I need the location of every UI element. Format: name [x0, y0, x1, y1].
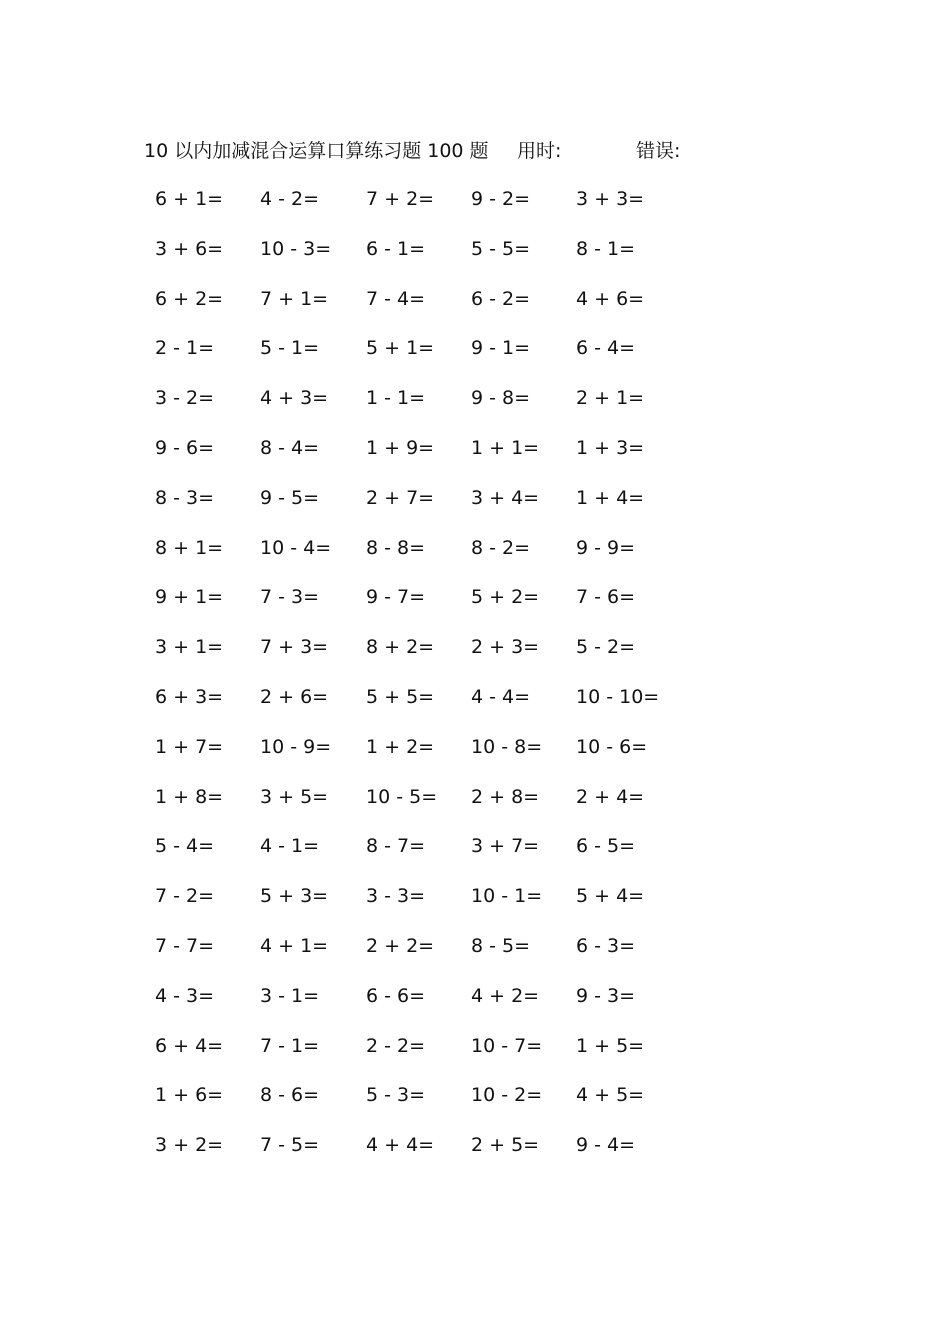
arithmetic-problem: 9 - 3= [576, 984, 636, 1007]
problem-row [0, 782, 950, 812]
arithmetic-problem: 10 - 5= [366, 785, 438, 808]
arithmetic-problem: 3 + 5= [260, 785, 329, 808]
arithmetic-problem: 9 - 1= [471, 337, 531, 360]
problem-row [0, 333, 950, 363]
error-count-label: 错误: [636, 140, 681, 162]
arithmetic-problem: 6 - 2= [471, 287, 531, 310]
arithmetic-problem: 5 + 1= [366, 337, 435, 360]
arithmetic-problem: 2 + 5= [471, 1134, 540, 1157]
arithmetic-problem: 9 - 9= [576, 536, 636, 559]
arithmetic-problem: 1 + 6= [155, 1084, 224, 1107]
arithmetic-problem: 6 + 1= [155, 188, 224, 210]
arithmetic-problem: 6 - 1= [366, 237, 426, 260]
arithmetic-problem: 7 - 6= [576, 586, 636, 609]
arithmetic-problem: 7 - 5= [260, 1134, 320, 1157]
arithmetic-problem: 10 - 7= [471, 1034, 543, 1057]
problem-row [0, 1031, 950, 1061]
arithmetic-problem: 5 + 2= [471, 586, 540, 609]
arithmetic-problem: 7 + 3= [260, 636, 329, 659]
arithmetic-problem: 9 - 8= [471, 387, 531, 410]
problem-row [0, 1130, 950, 1160]
arithmetic-problem: 6 + 4= [155, 1034, 224, 1057]
arithmetic-problem: 5 + 4= [576, 885, 645, 908]
problem-row [0, 981, 950, 1011]
arithmetic-problem: 5 - 3= [366, 1084, 426, 1107]
arithmetic-problem: 6 - 5= [576, 835, 636, 858]
arithmetic-problem: 3 + 6= [155, 237, 224, 260]
arithmetic-problem: 1 + 7= [155, 735, 224, 758]
arithmetic-problem: 8 - 5= [471, 935, 531, 957]
arithmetic-problem: 8 + 2= [366, 636, 435, 659]
arithmetic-problem: 1 + 5= [576, 1034, 645, 1057]
arithmetic-problem: 9 - 6= [155, 437, 215, 459]
problem-row [0, 533, 950, 563]
arithmetic-problem: 10 - 6= [576, 735, 648, 758]
arithmetic-problem: 5 - 2= [576, 636, 636, 659]
arithmetic-problem: 7 - 2= [155, 885, 215, 908]
arithmetic-problem: 8 - 4= [260, 437, 320, 459]
arithmetic-problem: 2 + 8= [471, 785, 540, 808]
arithmetic-problem: 6 + 2= [155, 287, 224, 310]
arithmetic-problem: 5 - 4= [155, 835, 215, 858]
arithmetic-problem: 1 + 2= [366, 735, 435, 758]
problem-row [0, 433, 950, 463]
arithmetic-problem: 9 - 7= [366, 586, 426, 609]
arithmetic-problem: 5 + 3= [260, 885, 329, 908]
arithmetic-problem: 6 - 3= [576, 935, 636, 957]
problem-row [0, 881, 950, 911]
arithmetic-problem: 10 - 2= [471, 1084, 543, 1107]
arithmetic-problem: 9 - 4= [576, 1134, 636, 1157]
arithmetic-problem: 2 + 4= [576, 785, 645, 808]
time-used-label: 用时: [517, 140, 562, 162]
problem-row [0, 184, 950, 214]
arithmetic-problem: 4 + 3= [260, 387, 329, 410]
arithmetic-problem: 7 - 4= [366, 287, 426, 310]
arithmetic-problem: 8 - 8= [366, 536, 426, 559]
arithmetic-problem: 3 + 4= [471, 486, 540, 509]
arithmetic-problem: 4 + 4= [366, 1134, 435, 1157]
arithmetic-problem: 10 - 3= [260, 237, 332, 260]
arithmetic-problem: 4 - 2= [260, 188, 320, 210]
problem-row [0, 632, 950, 662]
arithmetic-problem: 8 - 2= [471, 536, 531, 559]
arithmetic-problem: 1 - 1= [366, 387, 426, 410]
arithmetic-problem: 9 - 2= [471, 188, 531, 210]
arithmetic-problem: 3 + 2= [155, 1134, 224, 1157]
arithmetic-problem: 9 - 5= [260, 486, 320, 509]
problem-row [0, 383, 950, 413]
arithmetic-problem: 7 - 1= [260, 1034, 320, 1057]
arithmetic-problem: 3 + 3= [576, 188, 645, 210]
arithmetic-problem: 3 - 2= [155, 387, 215, 410]
arithmetic-problem: 5 + 5= [366, 686, 435, 708]
arithmetic-problem: 6 - 6= [366, 984, 426, 1007]
problem-row [0, 483, 950, 513]
arithmetic-problem: 4 - 1= [260, 835, 320, 858]
arithmetic-problem: 7 + 2= [366, 188, 435, 210]
arithmetic-problem: 2 + 2= [366, 935, 435, 957]
arithmetic-problem: 3 - 1= [260, 984, 320, 1007]
arithmetic-problem: 1 + 3= [576, 437, 645, 459]
arithmetic-problem: 8 - 1= [576, 237, 636, 260]
arithmetic-problem: 10 - 10= [576, 686, 660, 708]
arithmetic-problem: 10 - 1= [471, 885, 543, 908]
arithmetic-problem: 1 + 4= [576, 486, 645, 509]
arithmetic-problem: 4 + 5= [576, 1084, 645, 1107]
arithmetic-problem: 3 + 1= [155, 636, 224, 659]
arithmetic-problem: 8 + 1= [155, 536, 224, 559]
arithmetic-problem: 3 + 7= [471, 835, 540, 858]
arithmetic-problem: 4 + 6= [576, 287, 645, 310]
arithmetic-problem: 2 + 1= [576, 387, 645, 410]
problem-row [0, 284, 950, 314]
problem-row [0, 931, 950, 961]
arithmetic-problem: 10 - 8= [471, 735, 543, 758]
arithmetic-problem: 8 - 6= [260, 1084, 320, 1107]
arithmetic-problem: 1 + 8= [155, 785, 224, 808]
arithmetic-problem: 4 + 2= [471, 984, 540, 1007]
arithmetic-problem: 4 + 1= [260, 935, 329, 957]
arithmetic-problem: 3 - 3= [366, 885, 426, 908]
arithmetic-problem: 7 + 1= [260, 287, 329, 310]
arithmetic-problem: 10 - 4= [260, 536, 332, 559]
arithmetic-problem: 4 - 3= [155, 984, 215, 1007]
arithmetic-problem: 7 - 7= [155, 935, 215, 957]
arithmetic-problem: 8 - 3= [155, 486, 215, 509]
arithmetic-problem: 8 - 7= [366, 835, 426, 858]
arithmetic-problem: 2 + 7= [366, 486, 435, 509]
arithmetic-problem: 4 - 4= [471, 686, 531, 708]
problem-row [0, 732, 950, 762]
arithmetic-problem: 6 - 4= [576, 337, 636, 360]
arithmetic-problem: 2 - 2= [366, 1034, 426, 1057]
worksheet-title: 10 以内加减混合运算口算练习题 100 题 [144, 140, 489, 162]
arithmetic-problem: 7 - 3= [260, 586, 320, 609]
problem-row [0, 582, 950, 612]
problem-row [0, 234, 950, 264]
problem-row [0, 682, 950, 712]
arithmetic-problem: 1 + 1= [471, 437, 540, 459]
arithmetic-problem: 9 + 1= [155, 586, 224, 609]
arithmetic-problem: 2 + 3= [471, 636, 540, 659]
arithmetic-problem: 10 - 9= [260, 735, 332, 758]
arithmetic-problem: 5 - 5= [471, 237, 531, 260]
problem-row [0, 831, 950, 861]
arithmetic-problem: 2 + 6= [260, 686, 329, 708]
arithmetic-problem: 5 - 1= [260, 337, 320, 360]
arithmetic-problem: 6 + 3= [155, 686, 224, 708]
arithmetic-problem: 2 - 1= [155, 337, 215, 360]
problem-row [0, 1080, 950, 1110]
arithmetic-problem: 1 + 9= [366, 437, 435, 459]
